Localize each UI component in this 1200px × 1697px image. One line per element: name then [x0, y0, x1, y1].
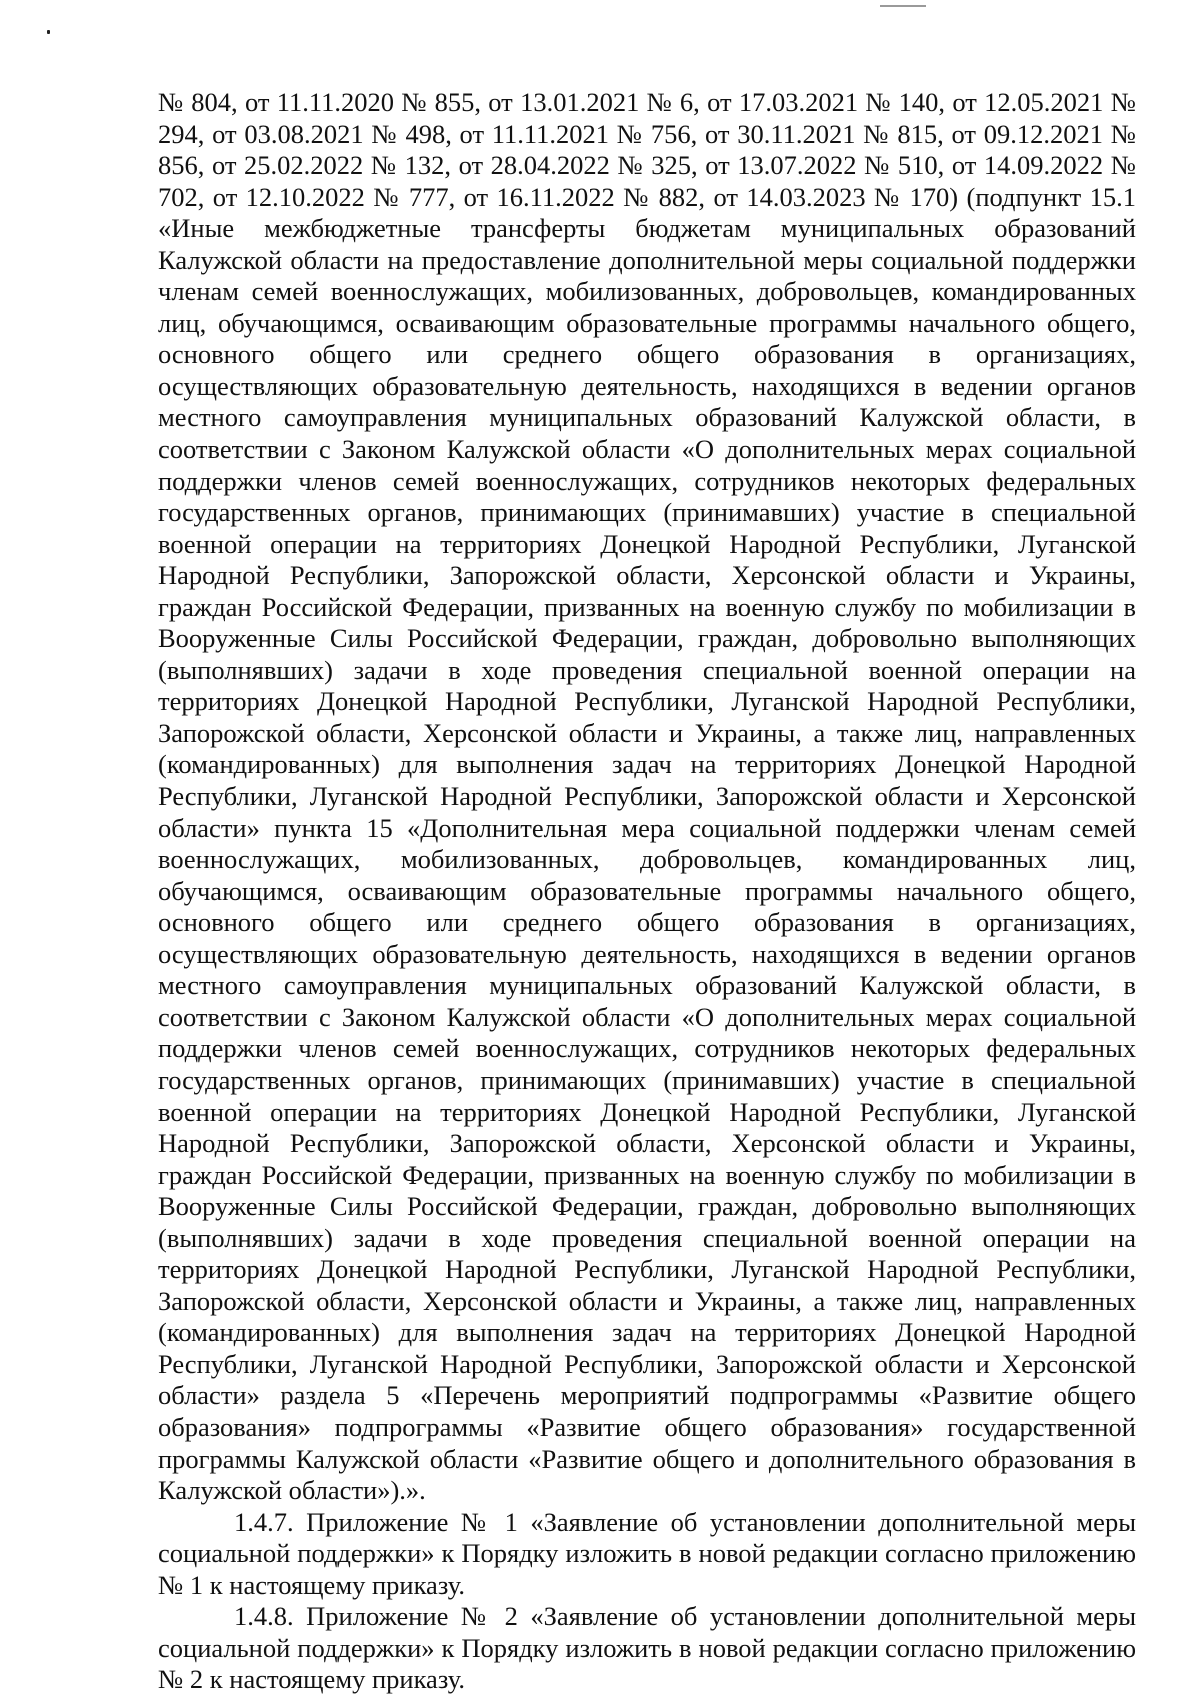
- paragraph-1-4-7: 1.4.7. Приложение № 1 «Заявление об установлении дополнительной меры социальной поддержки» к Порядку изложить в новой редакции согласно приложению № 1 к настоящему приказу.: [158, 1506, 1136, 1600]
- scan-mark: [880, 5, 926, 7]
- paragraph-1-4-8: 1.4.8. Приложение № 2 «Заявление об установлении дополнительной меры социальной поддержки» к Порядку изложить в новой редакции согласно приложению № 2 к настоящему приказу.: [158, 1601, 1136, 1695]
- document-body: [158, 87, 1136, 1696]
- continuation-paragraph: № 804, от 11.11.2020 № 855, от 13.01.2021 № 6, от 17.03.2021 № 140, от 12.05.2021 № 294, от 03.08.2021 № 498, от 11.11.2021 № 756, от 30.11.2021 № 815, от 09.12.2021 № 856, от 25.02.2022 № 132, от 28.04.2022 № 325, от 13.07.2022 № 510, от 14.09.2022 № 702, от 12.10.2022 № 777, от 16.11.2022 № 882, от 14.03.2023 № 170) (подпункт 15.1 «Иные межбюджетные трансферты бюджетам муниципальных образований Калужской области на предоставление дополнительной меры социальной поддержки членам семей военнослужащих, мобилизованных, добровольцев, командированных лиц, обучающимся, осваивающим образовательные программы начального общего, основного общего или среднего общего образования в организациях, осуществляющих образовательную деятельность, находящихся в ведении органов местного самоуправления муниципальных образований Калужской области, в соответствии с Законом Калужской области «О дополнительных мерах социальной поддержки членов семей военнослужащих, сотрудников некоторых федеральных государственных органов, принимающих (принимавших) участие в специальной военной операции на территориях Донецкой Народной Республики, Луганской Народной Республики, Запорожской области, Херсонской области и Украины, граждан Российской Федерации, призванных на военную службу по мобилизации в Вооруженные Силы Российской Федерации, граждан, добровольно выполняющих (выполнявших) задачи в ходе проведения специальной военной операции на территориях Донецкой Народной Республики, Луганской Народной Республики, Запорожской области, Херсонской области и Украины, а также лиц, направленных (командированных) для выполнения задач на территориях Донецкой Народной Республики, Луганской Народной Республики, Запорожской области и Херсонской области» пункта 15 «Дополнительная мера социальной поддержки членам семей военнослужащих, мобилизованных, добровольцев, командированных лиц, обучающимся, осваивающим образовательные программы начального общего, основного общего или среднего общего образования в организациях, осуществляющих образовательную деятельность, находящихся в ведении органов местного самоуправления муниципальных образований Калужской области, в соответствии с Законом Калужской области «О дополнительных мерах социальной поддержки членов семей военнослужащих, сотрудников некоторых федеральных государственных органов, принимающих (принимавших) участие в специальной военной операции на территориях Донецкой Народной Республики, Луганской Народной Республики, Запорожской области, Херсонской области и Украины, граждан Российской Федерации, призванных на военную службу по мобилизации в Вооруженные Силы Российской Федерации, граждан, добровольно выполняющих (выполнявших) задачи в ходе проведения специальной военной операции на территориях Донецкой Народной Республики, Луганской Народной Республики, Запорожской области, Херсонской области и Украины, а также лиц, направленных (командированных) для выполнения задач на территориях Донецкой Народной Республики, Луганской Народной Республики, Запорожской области и Херсонской области» раздела 5 «Перечень мероприятий подпрограммы «Развитие общего образования» подпрограммы «Развитие общего образования» государственной программы Калужской области «Развитие общего и дополнительного образования в Калужской области»).».: [158, 87, 1136, 1506]
- scan-speck: [47, 30, 50, 34]
